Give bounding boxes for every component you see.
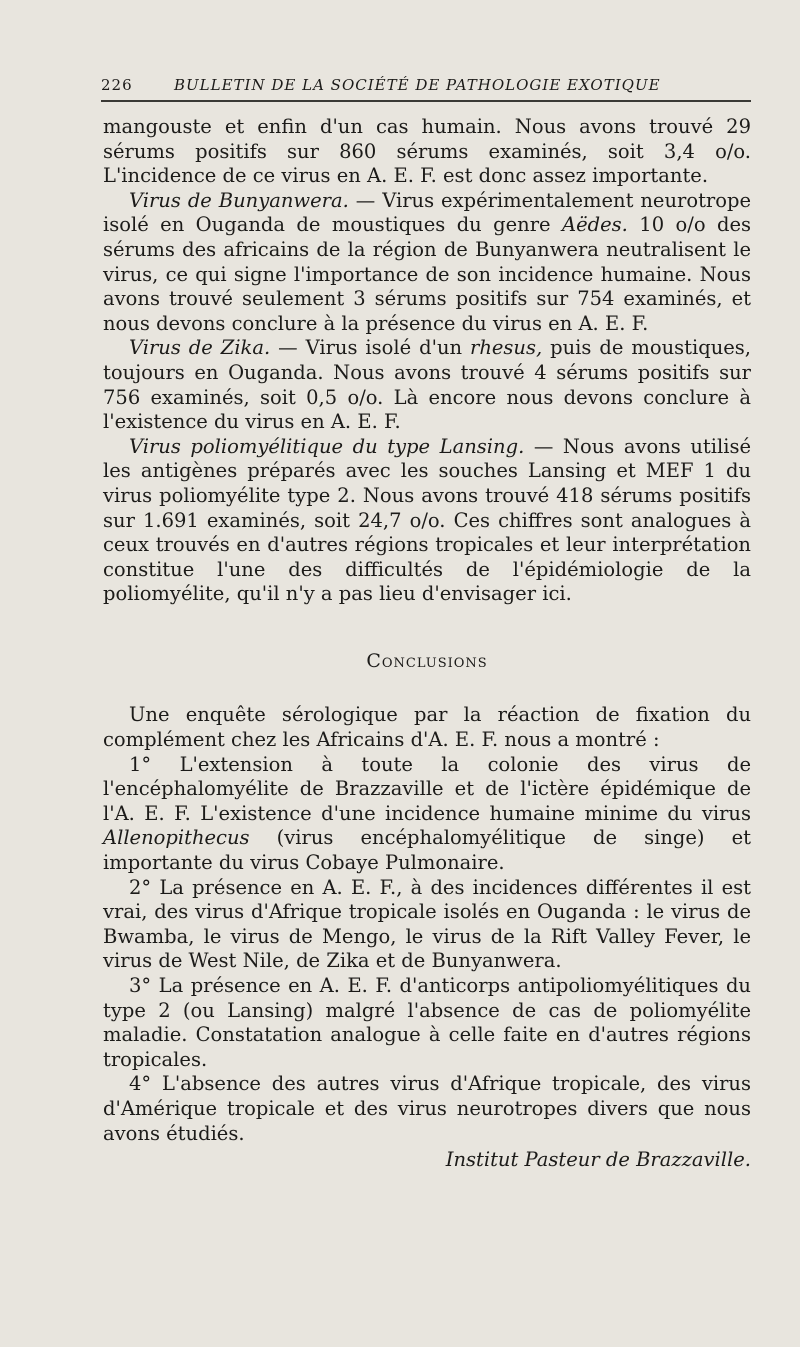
conclusion-item-3: 3° La présence en A. E. F. d'anticorps antipoliomyélitiques du type 2 (ou Lansing) malgré l'absence de cas de poliomyélite maladie. Constatation analogue à celle faite en d'autres régions tropicales. bbox=[103, 974, 751, 1071]
page-header bbox=[101, 74, 751, 100]
paragraph-continuation: mangouste et enfin d'un cas humain. Nous avons trouvé 29 sérums positifs sur 860 sérums examinés, soit 3,4 o/o. L'incidence de ce virus en A. E. F. est donc assez importante. bbox=[103, 115, 751, 188]
virus-heading-zika: Virus de Zika. bbox=[129, 336, 271, 360]
virus-heading-lansing: Virus poliomyélitique du type Lansing. bbox=[129, 434, 525, 458]
conclusion-item-1: 1° L'extension à toute la colonie des virus de l'encéphalomyélite de Brazzaville et de l'ictère épidémique de l'A. E. F. L'existence d'une incidence humaine minime du virus Allenopithecus (virus encéphalomyélitique de singe) et importante du virus Cobaye Pulmonaire. bbox=[103, 752, 751, 875]
running-title: BULLETIN DE LA SOCIÉTÉ DE PATHOLOGIE EXOTIQUE bbox=[174, 76, 661, 94]
conclusion-item-2: 2° La présence en A. E. F., à des incidences différentes il est vrai, des virus d'Afrique tropicale isolés en Ouganda : le virus de Bwamba, le virus de Mengo, le virus de la Rift Valley Fever, le virus de West Nile, de Zika et de Bunyanwera. bbox=[103, 875, 751, 973]
signature: Institut Pasteur de Brazzaville. bbox=[445, 1148, 751, 1172]
article-body bbox=[103, 115, 751, 1173]
conclusion-item-4: 4° L'absence des autres virus d'Afrique tropicale, des virus d'Amérique tropicale et des virus neurotropes divers que nous avons étudiés. bbox=[103, 1072, 751, 1145]
conclusions-heading: Conclusions bbox=[366, 649, 488, 672]
header-rule bbox=[101, 100, 751, 102]
paragraph-zika: Virus de Zika. — Virus isolé d'un rhesus, puis de moustiques, toujours en Ouganda. Nous avons trouvé 4 sérums positifs sur 756 examinés, soit 0,5 o/o. Là encore nous devons conclure à l'existence du virus en A. E. F. bbox=[103, 336, 751, 434]
genus-allenopithecus: Allenopithecus bbox=[103, 826, 250, 850]
page-number: 226 bbox=[101, 76, 133, 94]
species-rhesus: rhesus, bbox=[470, 336, 543, 360]
virus-heading-bunyanwera: Virus de Bunyanwera. bbox=[129, 188, 349, 212]
conclusions-intro: Une enquête sérologique par la réaction de fixation du complément chez les Africains d'A. E. F. nous a montré : bbox=[103, 703, 751, 752]
paragraph-bunyanwera: Virus de Bunyanwera. — Virus expérimentalement neurotrope isolé en Ouganda de moustiques du genre Aëdes. 10 o/o des sérums des africains de la région de Bunyanwera neutralisent le virus, ce qui signe l'importance de son incidence humaine. Nous avons trouvé seulement 3 sérums positifs sur 754 examinés, et nous devons conclure à la présence du virus en A. E. F. bbox=[103, 188, 752, 335]
genus-aedes: Aëdes. bbox=[562, 213, 628, 237]
paragraph-lansing: Virus poliomyélitique du type Lansing. — Nous avons utilisé les antigènes préparés avec les souches Lansing et MEF 1 du virus poliomyélite type 2. Nous avons trouvé 418 sérums positifs sur 1.691 examinés, soit 24,7 o/o. Ces chiffres sont analogues à ceux trouvés en d'autres régions tropicales et leur interprétation constitue l'une des difficultés de l'épidémiologie de la poliomyélite, qu'il n'y a pas lieu d'envisager ici. bbox=[103, 434, 751, 606]
